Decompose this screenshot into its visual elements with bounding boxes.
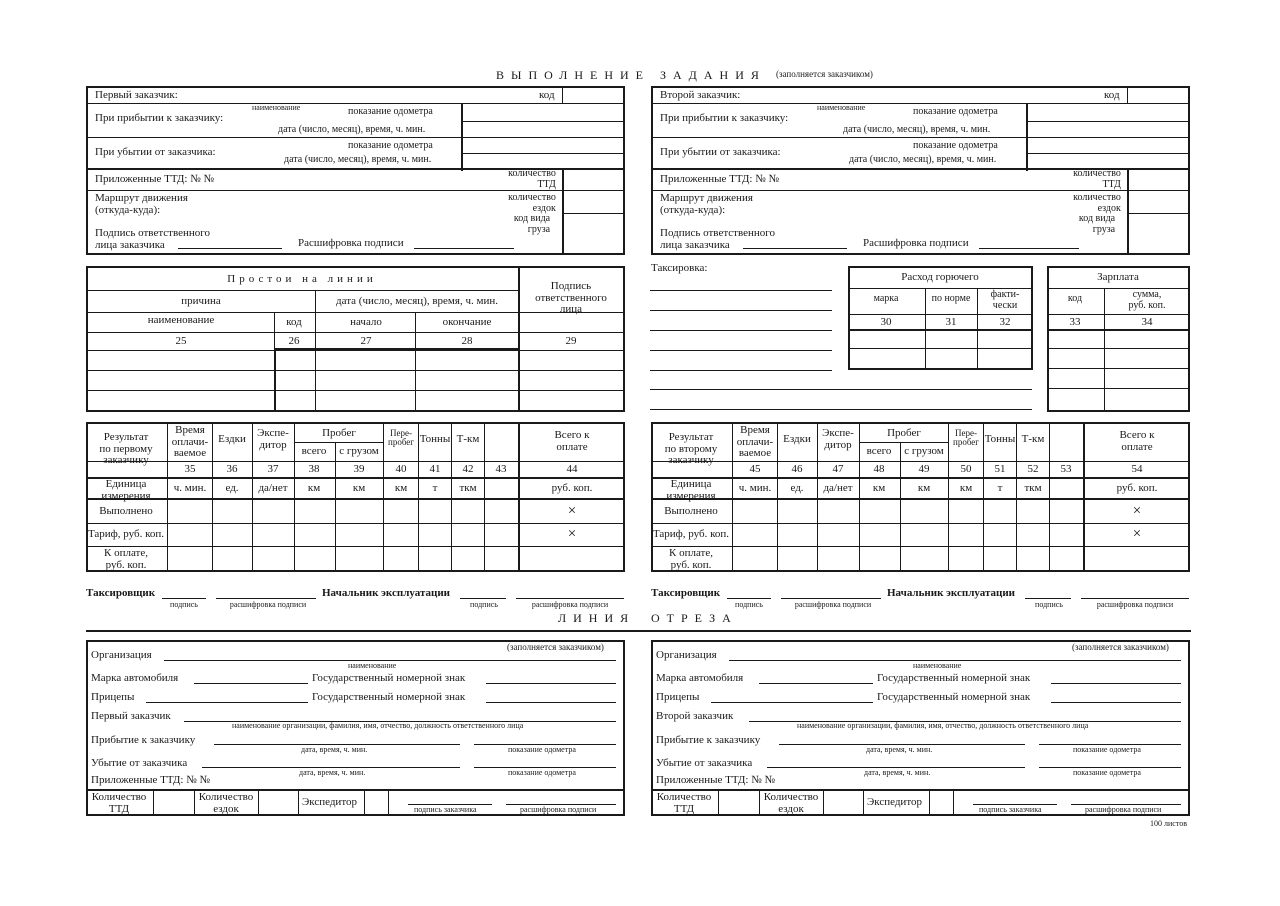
unit: ед. [225,482,239,494]
header-trips: Ездки [783,433,811,445]
header-time: Время оплачи- ваемое [736,424,774,460]
col-num: 37 [267,463,279,475]
header-overrun: Пере- пробег [953,428,979,448]
forwarder-label: Экспедитор [302,796,357,808]
ttd-count-label: количество ТТД [508,168,556,190]
col-num: 46 [791,463,803,475]
chief-label: Начальник эксплуатации [887,587,1015,599]
plate-label: Государственный номерной знак [312,672,466,684]
header-forwarder: Экспе- дитор [822,427,854,451]
header-time: Время оплачи- ваемое [171,424,209,460]
fuel-table [848,266,1033,370]
fuel-num-30: 30 [880,316,892,328]
trips-count-label: количество ездок [1073,192,1121,214]
salary-title: Зарплата [1097,271,1139,283]
col-num: 50 [960,463,972,475]
cut-line-word-2: ОТРЕЗА [651,611,738,625]
downtime-title: Простои на линии [227,273,377,285]
header-note: (заполняется заказчиком) [776,69,873,79]
col-num-28: 28 [461,335,473,347]
fuel-num-32: 32 [999,316,1011,328]
col-num: 39 [353,463,365,475]
mileage-loaded: с грузом [904,445,944,457]
ttd-label: Приложенные ТТД: № № [91,774,210,786]
stub-left [86,640,625,816]
unit: км [307,482,321,494]
ttd-count-label: Количество ТТД [656,791,712,815]
taxer-label: Таксировщик [86,587,156,599]
stub-note: (заполняется заказчиком) [507,642,604,652]
decode-hint: расшифровка подписи [1096,600,1174,609]
odometer-hint-2: показание одометра [1073,768,1141,777]
cargo-code-label: код вида груза [1078,213,1116,235]
unit: км [394,482,408,494]
datetime-hint-2: дата, время, ч. мин. [299,768,366,777]
datetime-hint-2: дата, время, ч. мин. [864,768,931,777]
header-mileage: Пробег [887,427,921,439]
col-num: 41 [429,463,441,475]
route-label: Маршрут движения (откуда-куда): [95,192,188,216]
odometer-hint-2: показание одометра [508,768,576,777]
header-tons: Тонны [984,433,1016,445]
sig-decode-label: Расшифровка подписи [863,237,969,249]
col-num: 40 [395,463,407,475]
chief-label: Начальник эксплуатации [322,587,450,599]
col-num: 42 [462,463,474,475]
col-num: 43 [495,463,507,475]
customer-label: Второй заказчик [656,710,734,722]
unit: т [997,482,1003,494]
unit: ткм [1024,482,1042,494]
mileage-total: всего [866,445,892,457]
decode-hint: расшифровка подписи [531,600,609,609]
header-mileage: Пробег [322,427,356,439]
col-num: 35 [184,463,196,475]
sig-hint: подпись [735,600,763,609]
ttd-count-label: количество ТТД [1073,168,1121,190]
ttd-label: Приложенные ТТД: № № [660,173,779,185]
unit: да/нет [823,482,853,494]
fuel-title: Расход горючего [901,271,979,283]
customer-hint: наименование организации, фамилия, имя, отчество, должность ответственного лица [232,721,524,730]
customer-sig-hint: подпись заказчика [979,805,1042,814]
second-customer-label: Второй заказчик: [660,89,741,101]
forwarder-label: Экспедитор [867,796,922,808]
datetime-label-2: дата (число, месяц), время, ч. мин. [849,154,997,165]
col-num-27: 27 [360,335,372,347]
row-to-pay: К оплате, руб. коп. [669,547,713,571]
sig-decode-hint: расшифровка подписи [1085,805,1162,814]
ttd-label: Приложенные ТТД: № № [656,774,775,786]
trips-count-label: количество ездок [508,192,556,214]
taxation-label: Таксировка: [651,262,708,274]
col-num-29: 29 [565,335,577,347]
col-num: 36 [226,463,238,475]
stub-note: (заполняется заказчиком) [1072,642,1169,652]
col-num-25: 25 [175,335,187,347]
col-num: 51 [994,463,1006,475]
result-label: Результат по первому заказчику [99,431,153,467]
arrival-label: Прибытие к заказчику [91,734,196,746]
first-customer-label: Первый заказчик: [95,89,178,101]
signature-label: Подпись ответственного лица заказчика [660,227,775,251]
fuel-col-norm: по норме [931,293,971,304]
unit: км [917,482,931,494]
header-overrun: Пере- пробег [388,428,414,448]
fuel-num-31: 31 [945,316,957,328]
unit: т [432,482,438,494]
header-total: Всего к оплате [1119,429,1155,453]
result-label: Результат по второму заказчику [664,431,718,467]
datetime-label: дата (число, месяц), время, ч. мин. [278,124,426,135]
trailers-label: Прицепы [91,691,135,703]
first-customer-section [86,86,625,255]
mileage-total: всего [301,445,327,457]
sig-hint: подпись [170,600,198,609]
row-tariff: Тариф, руб. коп. [652,528,730,540]
stub-right [651,640,1190,816]
header-trips: Ездки [218,433,246,445]
unit: ч. мин. [173,482,207,494]
signature-label: Подпись ответственного лица заказчика [95,227,210,251]
taxer-label: Таксировщик [651,587,721,599]
trips-count-label: Количество ездок [763,791,819,815]
end-header: окончание [442,316,492,328]
header-total: Всего к оплате [554,429,590,453]
unit: км [352,482,366,494]
unit: ткм [459,482,477,494]
cross-mark: × [1132,503,1142,519]
unit: руб. коп. [551,482,593,494]
fuel-col-actual: факти- чески [990,289,1020,311]
col-num: 47 [832,463,844,475]
name-hint: наименование [252,103,301,112]
plate-label-2: Государственный номерной знак [877,691,1031,703]
arrival-label: При прибытии к заказчику: [95,112,224,124]
col-num: 44 [566,463,578,475]
title-word-2: ЗАДАНИЯ [660,68,766,82]
unit: км [959,482,973,494]
trailers-label: Прицепы [656,691,700,703]
name-header: наименование [147,314,215,326]
name-hint: наименование [913,661,962,670]
code-label: код [1104,89,1120,101]
departure-label: При убытии от заказчика: [95,146,216,158]
datetime-label-2: дата (число, месяц), время, ч. мин. [284,154,432,165]
datetime-hint: дата, время, ч. мин. [866,745,933,754]
responsible-sig-header: Подпись ответственного лица [535,280,607,316]
unit: руб. коп. [1116,482,1158,494]
fuel-col-brand: марка [873,293,899,304]
col-num: 38 [308,463,320,475]
unit: да/нет [258,482,288,494]
sig-hint: подпись [470,600,498,609]
cross-mark: × [567,526,577,542]
trips-count-label: Количество ездок [198,791,254,815]
plate-label: Государственный номерной знак [877,672,1031,684]
code-header: код [286,316,302,328]
second-customer-section [651,86,1190,255]
mileage-loaded: с грузом [339,445,379,457]
customer-sig-hint: подпись заказчика [414,805,477,814]
sheets-count: 100 листов [1150,819,1187,828]
salary-col-sum: сумма, руб. коп. [1128,289,1166,311]
header-tkm: Т-км [1021,433,1045,445]
col-num: 49 [918,463,930,475]
plate-label-2: Государственный номерной знак [312,691,466,703]
header-forwarder: Экспе- дитор [257,427,289,451]
org-label: Организация [91,649,152,661]
col-num-26: 26 [288,335,300,347]
row-to-pay: К оплате, руб. коп. [104,547,148,571]
arrival-label: Прибытие к заказчику [656,734,761,746]
customer-label: Первый заказчик [91,710,171,722]
odometer-hint: показание одометра [508,745,576,754]
customer-hint: наименование организации, фамилия, имя, отчество, должность ответственного лица [797,721,1089,730]
decode-hint: расшифровка подписи [794,600,872,609]
row-tariff: Тариф, руб. коп. [87,528,165,540]
datetime-label: дата (число, месяц), время, ч. мин. [843,124,991,135]
unit: км [872,482,886,494]
decode-hint: расшифровка подписи [229,600,307,609]
header-tons: Тонны [419,433,451,445]
cross-mark: × [1132,526,1142,542]
downtime-table [86,266,625,412]
sig-decode-label: Расшифровка подписи [298,237,404,249]
header-tkm: Т-км [456,433,480,445]
datetime-hint: дата, время, ч. мин. [301,745,368,754]
unit-label: Единица измерения [101,478,151,502]
col-num: 45 [749,463,761,475]
cut-line [86,630,1191,632]
cargo-code-label: код вида груза [513,213,551,235]
car-brand-label: Марка автомобиля [656,672,744,684]
ttd-label: Приложенные ТТД: № № [95,173,214,185]
odometer-label-2: показание одометра [913,140,998,151]
odometer-label-2: показание одометра [348,140,433,151]
title-word-1: ВЫПОЛНЕНИЕ [496,68,650,82]
sig-hint: подпись [1035,600,1063,609]
odometer-label: показание одометра [913,106,998,117]
results-table-second [651,422,1190,572]
departure-label: При убытии от заказчика: [660,146,781,158]
departure-label: Убытие от заказчика [91,757,188,769]
unit: ч. мин. [738,482,772,494]
unit: ед. [790,482,804,494]
name-hint: наименование [817,103,866,112]
name-hint: наименование [348,661,397,670]
row-completed: Выполнено [99,505,153,517]
salary-table [1047,266,1190,412]
signatures-right [651,586,1190,612]
departure-label: Убытие от заказчика [656,757,753,769]
ttd-count-label: Количество ТТД [91,791,147,815]
start-header: начало [350,316,382,328]
odometer-label: показание одометра [348,106,433,117]
cross-mark: × [567,503,577,519]
salary-num-33: 33 [1069,316,1081,328]
col-num: 48 [873,463,885,475]
route-label: Маршрут движения (откуда-куда): [660,192,753,216]
odometer-hint: показание одометра [1073,745,1141,754]
salary-num-34: 34 [1141,316,1153,328]
sig-decode-hint: расшифровка подписи [520,805,597,814]
cut-line-word-1: ЛИНИЯ [558,611,636,625]
row-completed: Выполнено [664,505,718,517]
signatures-left [86,586,625,612]
reason-header: причина [181,295,221,307]
datetime-header: дата (число, месяц), время, ч. мин. [336,295,498,307]
col-num: 53 [1060,463,1072,475]
col-num: 54 [1131,463,1143,475]
car-brand-label: Марка автомобиля [91,672,179,684]
results-table-first [86,422,625,572]
code-label: код [539,89,555,101]
col-num: 52 [1027,463,1039,475]
org-label: Организация [656,649,717,661]
unit-label: Единица измерения [666,478,716,502]
salary-col-code: код [1067,293,1083,304]
arrival-label: При прибытии к заказчику: [660,112,789,124]
